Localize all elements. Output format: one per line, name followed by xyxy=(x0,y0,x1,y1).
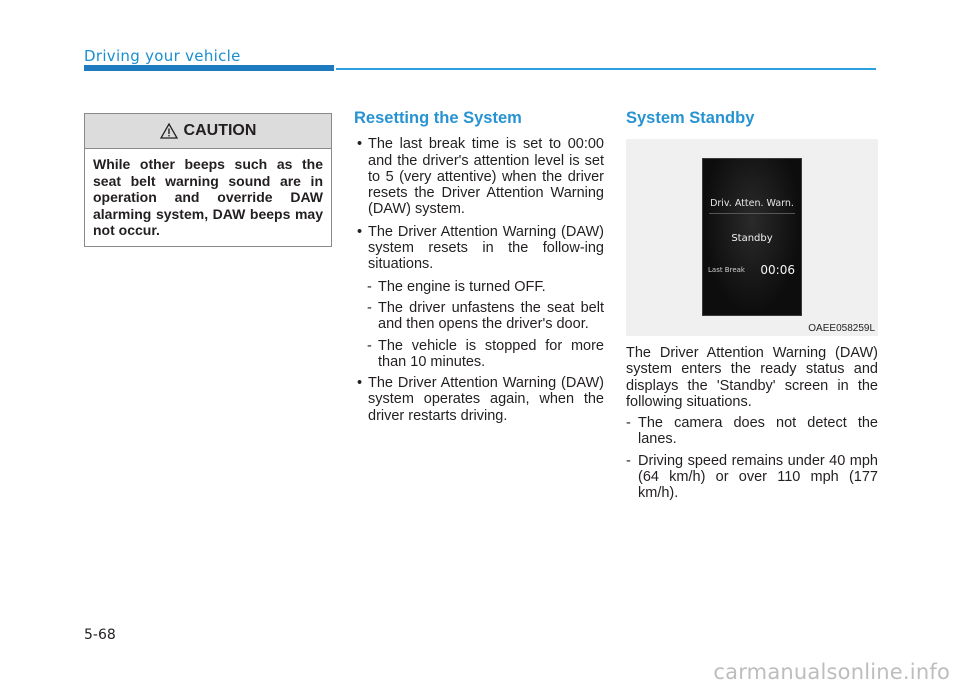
standby-title: System Standby xyxy=(626,109,755,127)
watermark: carmanualsonline.info xyxy=(713,660,950,684)
last-break-time: 00:06 xyxy=(760,263,795,277)
sub-text: The camera does not detect the lanes. xyxy=(638,415,878,448)
sub-item: - The driver unfastens the seat belt and then opens the driver's door. xyxy=(367,299,604,333)
bullet-text: The last break time is set to 00:00 and the driver's attention level is set to 5 (very attentive) when the driver resets the Driver Attention Warning (DAW) system. xyxy=(368,136,604,218)
sub-text: Driving speed remains under 40 mph (64 km/h) or over 110 mph (177 km/h). xyxy=(638,452,878,502)
sub-item: - Driving speed remains under 40 mph (64 km/h) or over 110 mph (177 km/h). xyxy=(626,452,878,502)
list-item xyxy=(354,375,604,424)
sub-item: - The camera does not detect the lanes. xyxy=(626,415,878,448)
bullet-icon: • xyxy=(357,136,363,153)
bullet-text: The Driver Attention Warning (DAW) system resets in the follow-ing situations. xyxy=(368,223,604,273)
warning-triangle-icon xyxy=(160,123,178,139)
sub-text: The driver unfastens the seat belt and then opens the driver's door. xyxy=(378,299,604,333)
cluster-screen xyxy=(702,158,802,316)
resetting-section xyxy=(354,110,604,430)
header-rule xyxy=(84,65,334,71)
sub-text: The vehicle is stopped for more than 10 minutes. xyxy=(378,337,604,370)
caution-box xyxy=(84,113,332,247)
sub-item: - The engine is turned OFF. xyxy=(367,278,546,295)
standby-body xyxy=(626,345,878,507)
standby-intro: The Driver Attention Warning (DAW) system enters the ready status and displays the 'Standby' screen in the following situations. xyxy=(626,345,878,410)
caution-text: While other beeps such as the seat belt warning sound are in operation and override DAW alarming system, DAW beeps may not occur. xyxy=(93,156,323,238)
section-header: Driving your vehicle xyxy=(84,47,241,65)
list-item xyxy=(354,224,604,273)
page-number: 5-68 xyxy=(84,627,116,643)
cluster-display-figure xyxy=(626,139,878,336)
bullet-icon: • xyxy=(357,223,363,240)
caution-title: CAUTION xyxy=(183,122,257,139)
list-item xyxy=(354,136,604,217)
screen-divider xyxy=(709,213,795,214)
resetting-title: Resetting the System xyxy=(354,109,522,127)
figure-code: OAEE058259L xyxy=(808,323,875,334)
standby-section xyxy=(626,110,878,136)
header-rule-thin xyxy=(336,68,876,70)
bullet-icon: • xyxy=(357,375,363,392)
caution-header xyxy=(85,114,331,149)
last-break-label: Last Break xyxy=(708,266,745,274)
screen-title: Driv. Atten. Warn. xyxy=(710,198,794,209)
bullet-text: The Driver Attention Warning (DAW) system operates again, when the driver restarts driving. xyxy=(368,375,604,424)
screen-status: Standby xyxy=(731,233,773,244)
sub-text: The engine is turned OFF. xyxy=(378,278,546,295)
sub-item: - The vehicle is stopped for more than 10 minutes. xyxy=(367,337,604,370)
